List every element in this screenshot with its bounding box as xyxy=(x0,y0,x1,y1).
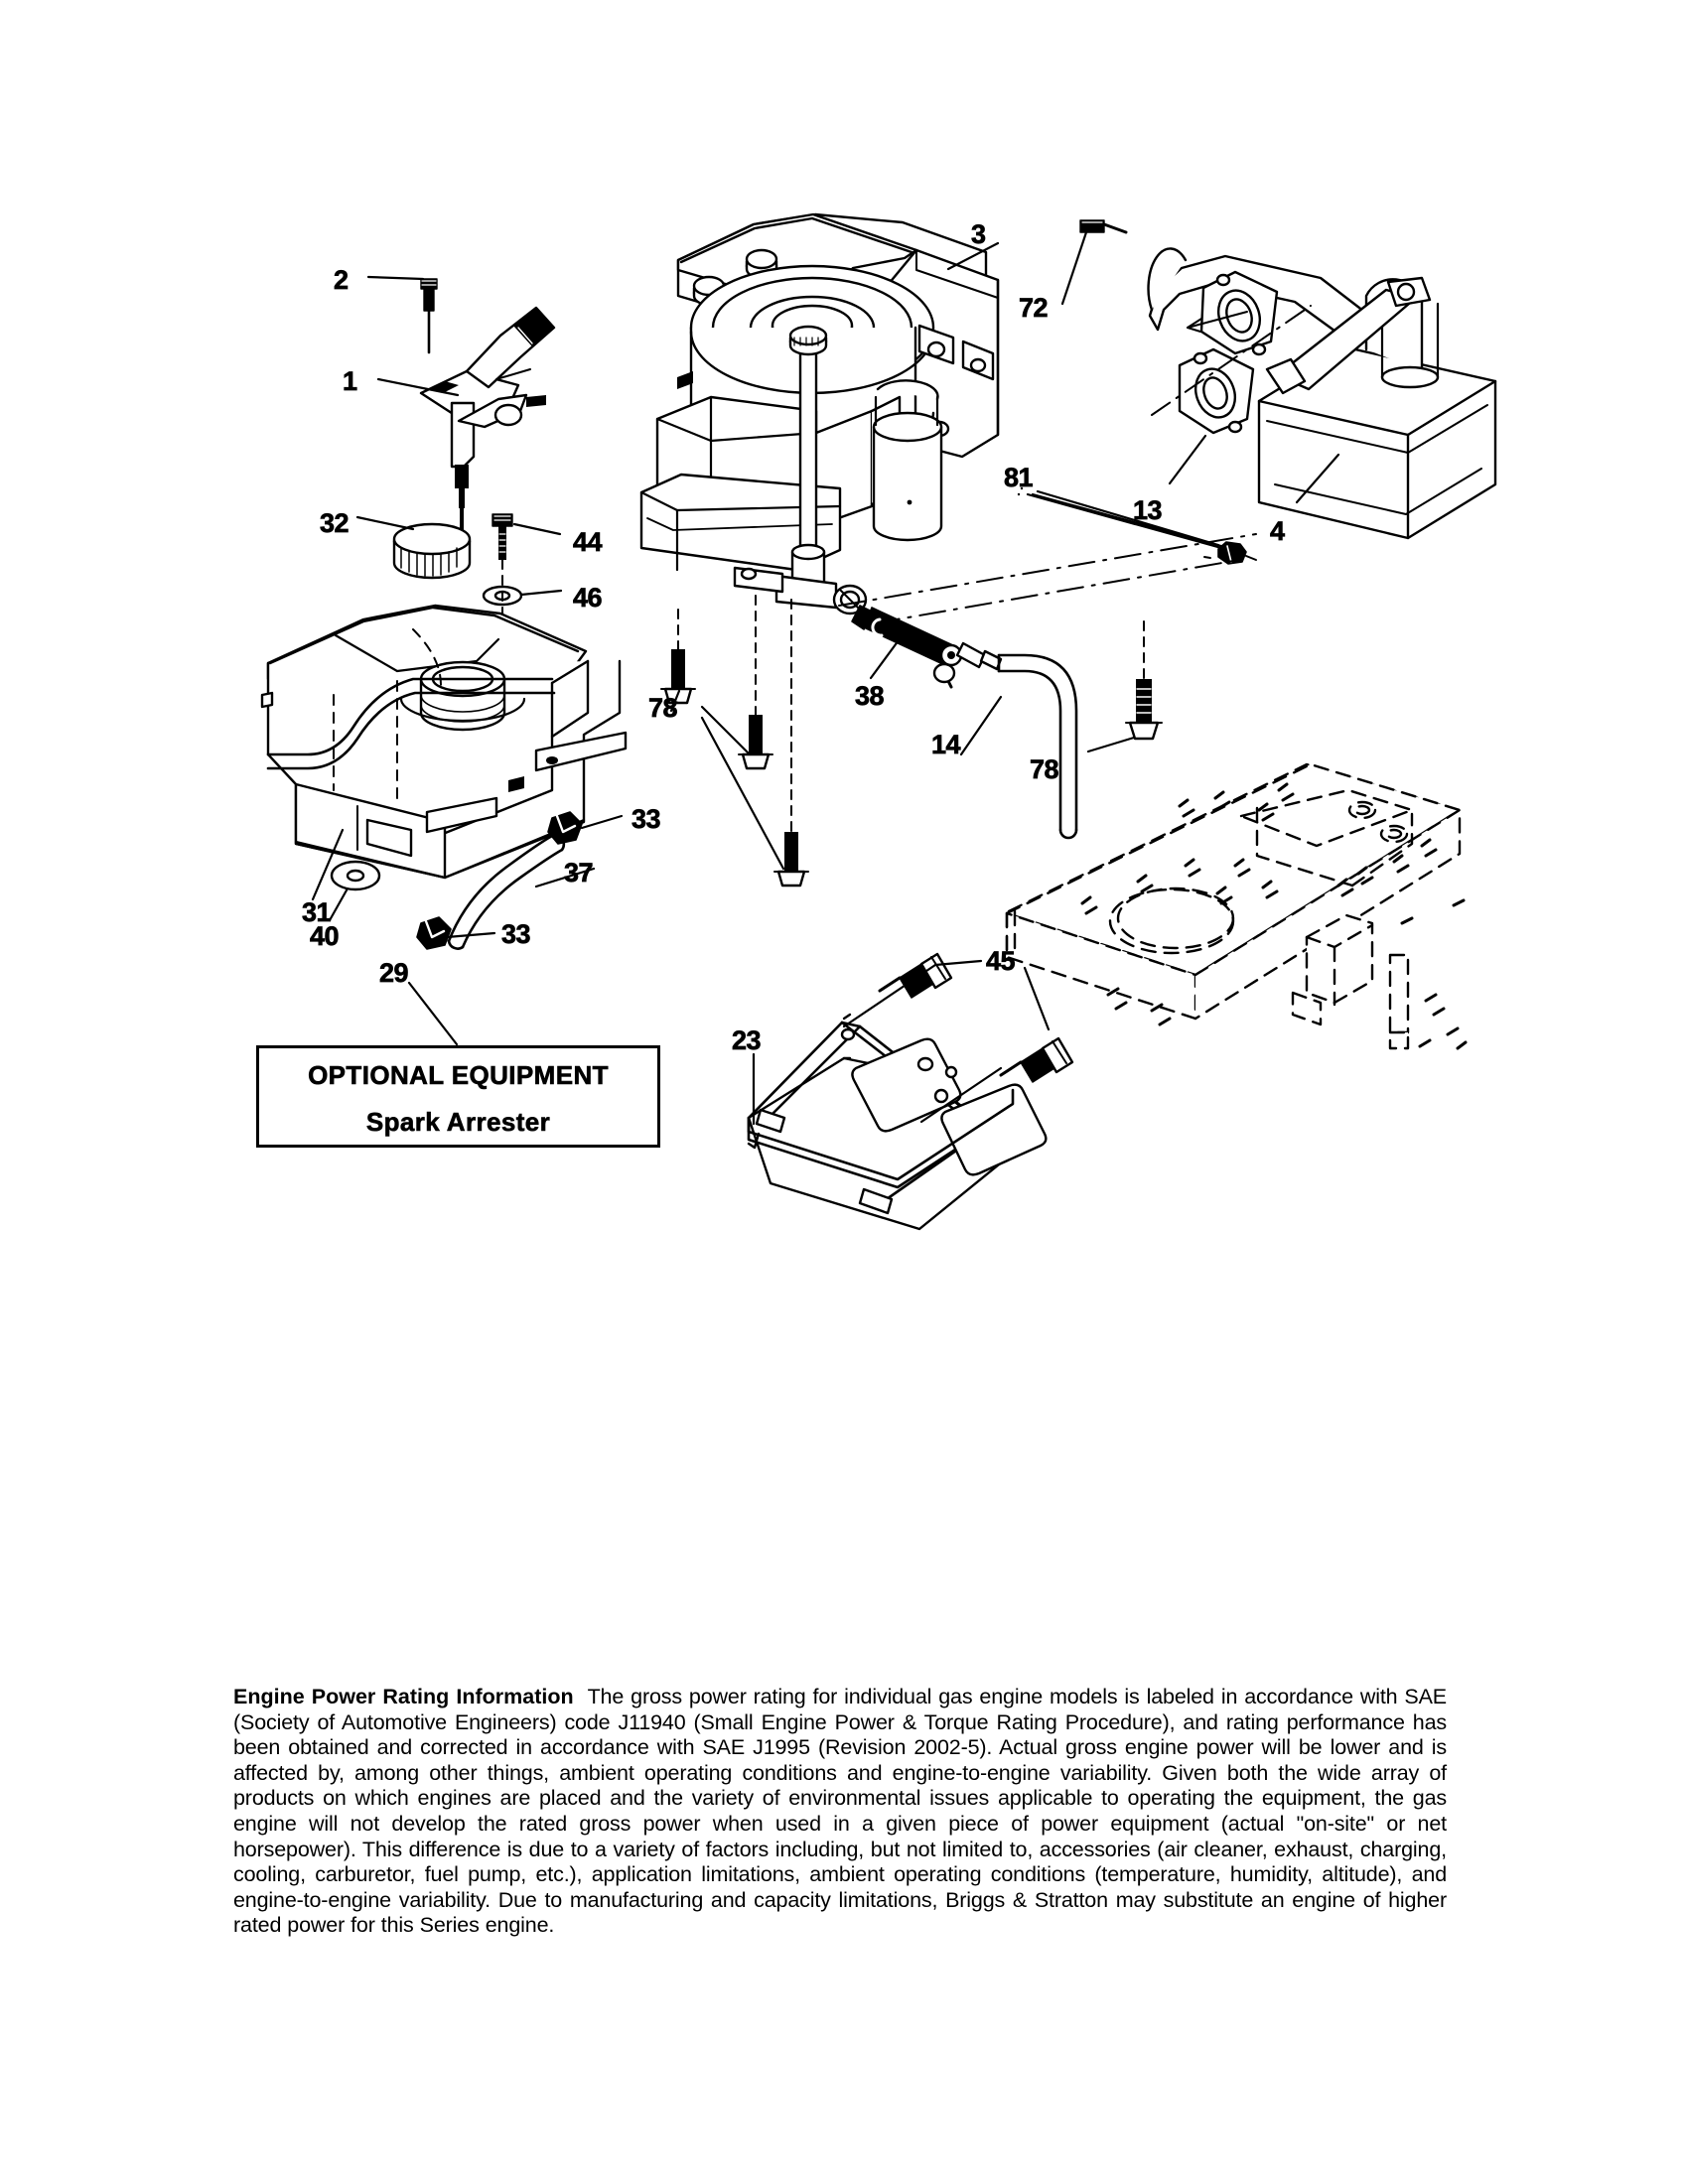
callout-78-left: 78 xyxy=(648,693,678,723)
part-screw-44 xyxy=(492,514,560,560)
part-screw-72 xyxy=(1062,220,1126,304)
callout-14: 14 xyxy=(931,730,961,759)
part-washer-46 xyxy=(484,587,561,605)
part-grommet-40 xyxy=(330,862,379,920)
part-fuel-tank-31 xyxy=(262,606,626,899)
callout-72: 72 xyxy=(1019,293,1049,323)
optional-equipment-subtitle: Spark Arrester xyxy=(365,1107,551,1137)
part-control-bracket xyxy=(368,277,554,530)
optional-equipment-box xyxy=(256,1045,660,1148)
callout-81: 81 xyxy=(1004,463,1034,492)
note-heading: Engine Power Rating Information xyxy=(233,1685,574,1708)
callout-44: 44 xyxy=(573,527,603,557)
chassis-phantom xyxy=(1007,764,1460,1048)
callout-78-right: 78 xyxy=(1030,754,1059,784)
callout-32: 32 xyxy=(320,508,350,538)
callout-1: 1 xyxy=(343,366,357,396)
engine-power-rating-note xyxy=(233,1685,1447,1939)
callout-3: 3 xyxy=(971,219,986,249)
part-fuel-line-14 xyxy=(961,655,1076,838)
callout-33-lower: 33 xyxy=(501,919,531,949)
callout-37: 37 xyxy=(564,858,594,887)
note-body: The gross power rating for individual gas engine models is labeled in accordance with SAE (Society of Automotive Engineers) code J11940 (Small Engine Power & Torque Rating Procedure), and rating performance has been obtained and corrected in accordance with SAE J1995 (Revision 2002-5). Actual gross engine power will be lower and is affected by, among other things, ambient operating conditions and engine-to-engine variability. Given both the wide array of products on which engines are placed and the variety of environmental issues applicable to operating the equipment, the gas engine will not develop the rated gross power when used in a given piece of power equipment (actual "on-site" or net horsepower). This difference is due to a variety of factors including, but not limited to, accessories (air cleaner, exhaust, charging, cooling, carburetor, fuel pump, etc.), application limitations, ambient operating conditions (temperature, humidity, altitude), and engine-to-engine variability. Due to manufacturing and capacity limitations, Briggs & Stratton may substitute an engine of higher rated power for this Series engine. xyxy=(233,1685,1447,1938)
part-bolt-78-right xyxy=(1088,621,1162,751)
part-muffler-assembly xyxy=(1149,248,1495,538)
callout-4: 4 xyxy=(1270,516,1285,546)
part-clamp-33-lower xyxy=(417,917,494,949)
callout-38: 38 xyxy=(855,681,885,711)
callout-46: 46 xyxy=(573,583,603,613)
callout-23: 23 xyxy=(732,1025,762,1055)
callout-13: 13 xyxy=(1133,495,1163,525)
callout-33-upper: 33 xyxy=(632,804,661,834)
part-engine xyxy=(641,214,998,614)
callout-31: 31 xyxy=(302,897,332,927)
callout-45: 45 xyxy=(986,946,1016,976)
callout-40: 40 xyxy=(310,921,340,951)
part-heat-shield-23 xyxy=(749,1015,1046,1229)
callout-29: 29 xyxy=(379,958,409,988)
optional-equipment-title: OPTIONAL EQUIPMENT xyxy=(308,1060,609,1090)
part-fuel-cap-32 xyxy=(357,517,470,578)
part-bolts-78 xyxy=(661,596,808,886)
callout-2: 2 xyxy=(334,265,349,295)
part-valve-38 xyxy=(852,606,1001,687)
